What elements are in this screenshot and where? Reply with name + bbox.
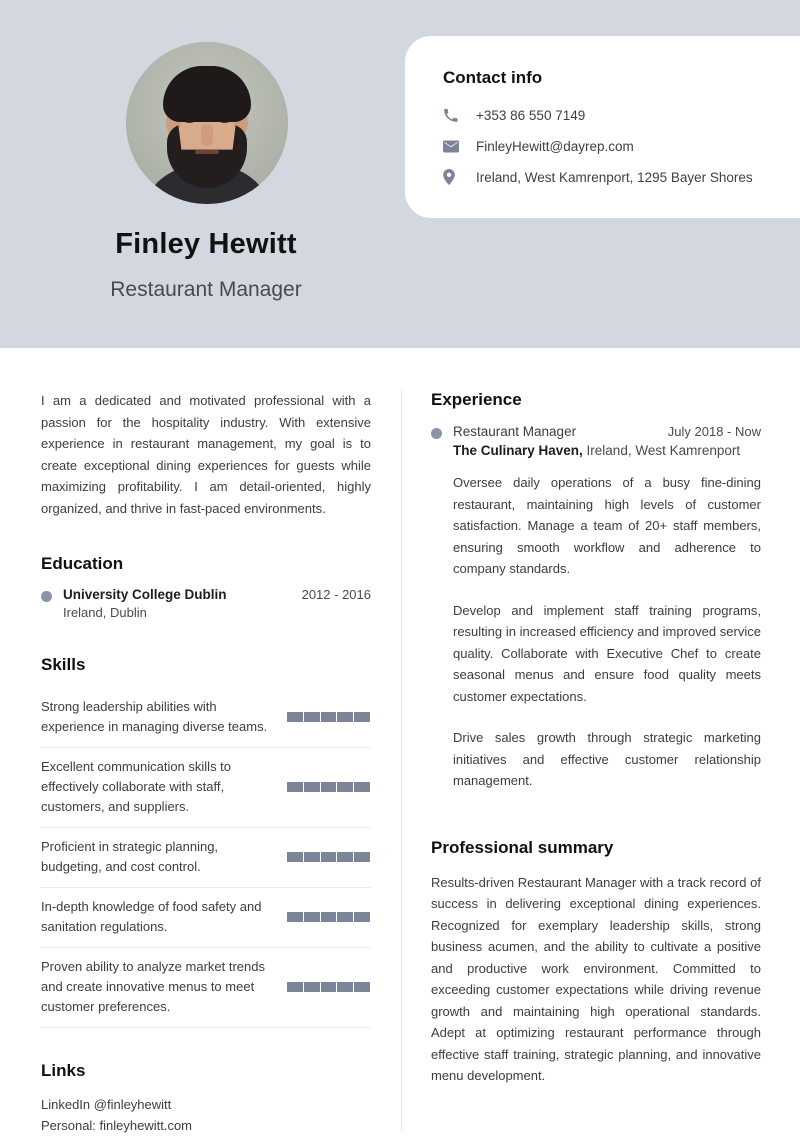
resume-header <box>0 0 800 348</box>
experience-paragraph: Drive sales growth through strategic marketing initiatives and effective customer relationship management. <box>453 730 761 788</box>
skill-label: Proven ability to analyze market trends and create innovative menus to meet customer preferences. <box>41 959 265 1014</box>
links-heading: Links <box>41 1061 86 1080</box>
page-title: Finley Hewitt <box>115 228 297 260</box>
skill-label: Excellent communication skills to effectively collaborate with staff, customers, and suppliers. <box>41 759 232 814</box>
experience-company-line <box>431 443 761 458</box>
experience-entry-header <box>431 424 761 439</box>
link-item-personal[interactable]: Personal: finleyhewitt.com <box>41 1118 193 1133</box>
contact-row-address <box>443 169 800 185</box>
experience-section <box>431 390 761 792</box>
intro-paragraph: I am a dedicated and motivated professional with a passion for the hospitality industry. With extensive experience in restaurant management, my goal is to create exceptional dining experiences for guests while maximizing profitability. I am detail-oriented, highly organized, and thrive in fast-paced environments. <box>41 393 371 516</box>
experience-description <box>431 472 761 792</box>
experience-company-location: Ireland, West Kamrenport <box>582 443 741 458</box>
phone-icon <box>443 107 463 123</box>
contact-info-heading: Contact info <box>443 68 543 87</box>
experience-paragraph: Develop and implement staff training programs, resulting in increased efficiency and improved service quality. Collaborate with Executive Chef to create seasonal menus and ensure food quality meets customer expectations. <box>453 602 761 704</box>
avatar <box>126 42 288 204</box>
professional-summary-section <box>431 838 761 1087</box>
location-pin-icon <box>443 169 463 185</box>
skill-level-bar <box>286 911 371 923</box>
education-location: Ireland, Dublin <box>63 605 147 620</box>
skill-level-bar <box>286 711 371 723</box>
education-section <box>41 554 371 620</box>
skill-row <box>41 688 371 748</box>
skill-row <box>41 748 371 828</box>
bullet-icon <box>431 428 442 439</box>
skill-row <box>41 888 371 948</box>
column-divider <box>401 390 402 1131</box>
experience-paragraph: Oversee daily operations of a busy fine-dining restaurant, maintaining high levels of customer satisfaction. Manage a team of 20+ staff members, ensuring smooth workflow and adherence to company standards. <box>453 475 761 576</box>
skill-label: Proficient in strategic planning, budgeting, and cost control. <box>41 839 219 874</box>
bullet-icon <box>41 591 52 602</box>
skill-label: Strong leadership abilities with experience in managing diverse teams. <box>41 699 268 734</box>
resume-body <box>0 348 800 1131</box>
link-item-linkedin[interactable]: LinkedIn @finleyhewitt <box>41 1097 172 1112</box>
skill-row <box>41 948 371 1028</box>
contact-row-email <box>443 138 800 154</box>
portrait-photo <box>126 42 288 204</box>
professional-summary-text: Results-driven Restaurant Manager with a track record of success in delivering exceptional dining experiences. Recognized for exemplary leadership skills, strong business acumen, and the ability to cultivate a positive and productive work environment. Committed to exceeding customer expectations while driving revenue growth and maintaining high operational standards. Adept at optimizing restaurant performance through effective staff training, strategic planning, and innovative menu development. <box>431 874 761 1083</box>
envelope-icon <box>443 138 463 154</box>
contact-email-value[interactable]: FinleyHewitt@dayrep.com <box>476 138 634 154</box>
professional-summary-heading: Professional summary <box>431 837 614 857</box>
education-entry-header <box>41 587 371 602</box>
experience-heading: Experience <box>431 390 522 409</box>
links-section <box>41 1061 371 1136</box>
skills-heading: Skills <box>41 655 86 674</box>
right-column <box>431 390 761 1087</box>
education-dates: 2012 - 2016 <box>301 587 371 602</box>
education-entry <box>41 587 371 620</box>
skill-level-bar <box>286 781 371 793</box>
contact-phone-value[interactable]: +353 86 550 7149 <box>476 107 586 123</box>
skill-level-bar <box>286 851 371 863</box>
education-heading: Education <box>41 554 124 573</box>
photo-mouth <box>195 150 219 154</box>
contact-address-value: Ireland, West Kamrenport, 1295 Bayer Shores <box>476 169 753 185</box>
experience-company-name: The Culinary Haven, <box>453 443 583 458</box>
skills-section <box>41 655 371 1028</box>
skill-level-bar <box>286 981 371 993</box>
skill-row <box>41 828 371 888</box>
photo-nose <box>201 124 213 146</box>
contact-info-card <box>405 36 800 218</box>
left-column <box>41 390 371 1136</box>
experience-role: Restaurant Manager <box>453 424 577 439</box>
skill-label: In-depth knowledge of food safety and sanitation regulations. <box>41 899 262 934</box>
education-school: University College Dublin <box>63 587 227 602</box>
experience-dates: July 2018 - Now <box>667 424 761 439</box>
contact-row-phone <box>443 107 800 123</box>
experience-entry <box>431 424 761 792</box>
job-title: Restaurant Manager <box>110 278 302 301</box>
